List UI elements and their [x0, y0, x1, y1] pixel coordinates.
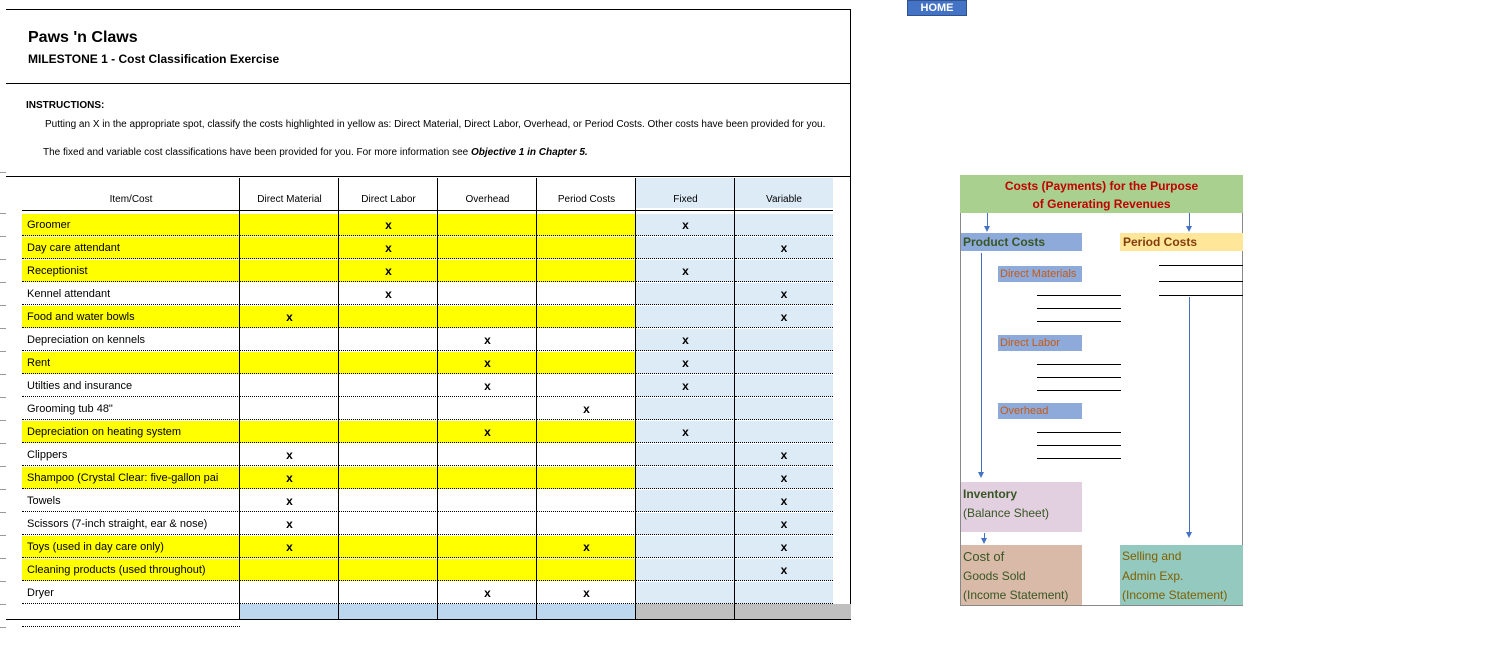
table-cell-variable[interactable]: x: [735, 237, 833, 259]
table-row-item[interactable]: Receptionist: [22, 260, 240, 282]
table-row-item[interactable]: Toys (used in day care only): [22, 536, 240, 558]
arrow-head: [984, 226, 990, 232]
table-row-item[interactable]: Rent: [22, 352, 240, 374]
table-cell-dm[interactable]: x: [240, 467, 339, 489]
table-cell-variable[interactable]: [735, 214, 833, 236]
table-cell-variable[interactable]: [735, 582, 833, 604]
table-row-item[interactable]: Day care attendant: [22, 237, 240, 259]
table-footer: [240, 604, 636, 619]
table-cell-oh[interactable]: x: [438, 582, 537, 604]
table-cell-variable[interactable]: x: [735, 490, 833, 512]
overhead-label: Overhead: [998, 403, 1082, 419]
table-cell-dl[interactable]: [339, 421, 438, 443]
table-cell-variable[interactable]: x: [735, 467, 833, 489]
table-cell-variable[interactable]: x: [735, 559, 833, 581]
chapter-reference: Objective 1 in Chapter 5.: [471, 147, 588, 158]
table-row-item[interactable]: Dryer: [22, 582, 240, 604]
instructions-text-2: [43, 147, 588, 158]
company-name: Paws 'n Claws: [28, 29, 138, 46]
table-row-item[interactable]: Kennel attendant: [22, 283, 240, 305]
table-cell-variable[interactable]: x: [735, 513, 833, 535]
cogs-line-3: (Income Statement): [963, 588, 1069, 602]
table-row-item[interactable]: Scissors (7-inch straight, ear & nose): [22, 513, 240, 535]
diagram-title-line-1: Costs (Payments) for the Purpose: [1004, 179, 1199, 193]
table-cell-dl[interactable]: [339, 582, 438, 604]
table-cell-dm[interactable]: x: [240, 536, 339, 558]
table-cell-fixed[interactable]: x: [636, 214, 735, 236]
arrow-head: [1186, 532, 1192, 538]
header-variable: Variable: [735, 178, 833, 208]
table-cell-fixed[interactable]: [636, 306, 735, 328]
table-cell-dm[interactable]: [240, 375, 339, 397]
arrow-head: [1186, 226, 1192, 232]
instructions-heading: INSTRUCTIONS:: [26, 100, 105, 111]
table-cell-oh[interactable]: [438, 283, 537, 305]
period-costs-label: Period Costs: [1120, 233, 1243, 251]
table-cell-variable[interactable]: [735, 375, 833, 397]
table-row-item[interactable]: Clippers: [22, 444, 240, 466]
table-cell-oh[interactable]: [438, 306, 537, 328]
milestone-title: MILESTONE 1 - Cost Classification Exercise: [28, 52, 280, 66]
header-rule: [22, 210, 833, 211]
table-cell-oh[interactable]: x: [438, 375, 537, 397]
table-row-item[interactable]: Utilties and insurance: [22, 375, 240, 397]
table-cell-variable[interactable]: [735, 329, 833, 351]
table-cell-fixed[interactable]: [636, 398, 735, 420]
table-cell-oh[interactable]: [438, 536, 537, 558]
table-cell-dm[interactable]: x: [240, 306, 339, 328]
table-cell-dm[interactable]: [240, 421, 339, 443]
table-cell-oh[interactable]: [438, 490, 537, 512]
table-cell-dm[interactable]: [240, 214, 339, 236]
table-cell-fixed[interactable]: x: [636, 375, 735, 397]
table-cell-fixed[interactable]: x: [636, 260, 735, 282]
table-cell-fixed[interactable]: [636, 536, 735, 558]
table-cell-dl[interactable]: [339, 444, 438, 466]
table-cell-oh[interactable]: x: [438, 352, 537, 374]
sga-line-2: Admin Exp.: [1122, 568, 1184, 583]
table-row-item[interactable]: Depreciation on kennels: [22, 329, 240, 351]
header-overhead: Overhead: [465, 194, 510, 205]
table-cell-oh[interactable]: x: [438, 329, 537, 351]
table-footer: [636, 604, 851, 619]
column-divider: [635, 178, 636, 620]
table-cell-dm[interactable]: [240, 398, 339, 420]
inventory-label: Inventory: [963, 487, 1018, 501]
arrow-head: [978, 472, 984, 478]
table-cell-pc[interactable]: [537, 421, 636, 443]
table-row-item[interactable]: Grooming tub 48": [22, 398, 240, 420]
table-cell-variable[interactable]: x: [735, 283, 833, 305]
table-cell-oh[interactable]: [438, 398, 537, 420]
header-item-cost: Item/Cost: [109, 194, 153, 205]
table-cell-pc[interactable]: [537, 375, 636, 397]
header-fixed: Fixed: [636, 178, 735, 208]
table-cell-fixed[interactable]: [636, 513, 735, 535]
table-cell-dl[interactable]: x: [339, 214, 438, 236]
table-cell-fixed[interactable]: x: [636, 421, 735, 443]
table-cell-fixed[interactable]: x: [636, 352, 735, 374]
table-cell-oh[interactable]: x: [438, 421, 537, 443]
table-cell-fixed[interactable]: [636, 467, 735, 489]
table-cell-variable[interactable]: [735, 352, 833, 374]
sga-line-1: Selling and: [1122, 549, 1182, 563]
table-row-item[interactable]: Towels: [22, 490, 240, 512]
table-cell-variable[interactable]: x: [735, 536, 833, 558]
table-cell-oh[interactable]: [438, 513, 537, 535]
table-cell-pc[interactable]: [537, 490, 636, 512]
table-cell-oh[interactable]: [438, 237, 537, 259]
table-cell-dl[interactable]: [339, 536, 438, 558]
cogs-line-1: Cost of: [963, 549, 1005, 564]
instructions-text-2-prefix: The fixed and variable cost classifications have been provided for you. For more information see: [43, 147, 471, 158]
table-cell-dl[interactable]: [339, 490, 438, 512]
table-cell-oh[interactable]: [438, 260, 537, 282]
header-period-costs: Period Costs: [557, 194, 616, 205]
table-cell-dl[interactable]: x: [339, 237, 438, 259]
sga-line-3: (Income Statement): [1122, 588, 1228, 602]
cogs-line-2: Goods Sold: [963, 568, 1026, 583]
inventory-sublabel: (Balance Sheet): [963, 506, 1050, 520]
column-divider: [536, 178, 537, 620]
column-divider: [734, 178, 735, 620]
arrow: [1189, 213, 1190, 227]
table-cell-pc[interactable]: [537, 214, 636, 236]
cogs-box: [961, 545, 1082, 605]
arrow: [987, 213, 988, 227]
selling-admin-box: [1120, 545, 1243, 605]
table-cell-oh[interactable]: [438, 214, 537, 236]
arrow-head: [981, 538, 987, 544]
table-cell-pc[interactable]: [537, 329, 636, 351]
table-row-item[interactable]: Cleaning products (used throughout): [22, 559, 240, 581]
table-cell-fixed[interactable]: [636, 444, 735, 466]
divider: [6, 83, 851, 84]
header-direct-material: Direct Material: [257, 194, 322, 205]
table-cell-dl[interactable]: x: [339, 260, 438, 282]
table-cell-dl[interactable]: [339, 306, 438, 328]
diagram-title-line-2: of Generating Revenues: [1032, 197, 1171, 211]
table-cell-fixed[interactable]: x: [636, 329, 735, 351]
column-divider: [437, 178, 438, 620]
table-cell-pc[interactable]: [537, 513, 636, 535]
table-cell-dl[interactable]: [339, 467, 438, 489]
table-cell-pc[interactable]: [537, 283, 636, 305]
table-cell-pc[interactable]: [537, 444, 636, 466]
table-cell-dl[interactable]: x: [339, 283, 438, 305]
table-cell-dl[interactable]: [339, 329, 438, 351]
table-cell-variable[interactable]: x: [735, 306, 833, 328]
arrow: [1189, 297, 1190, 533]
table-cell-dm[interactable]: x: [240, 513, 339, 535]
table-cell-dl[interactable]: [339, 352, 438, 374]
table-cell-dl[interactable]: [339, 559, 438, 581]
table-row-empty[interactable]: [22, 605, 240, 627]
diagram-title: [960, 175, 1243, 213]
table-cell-oh[interactable]: [438, 559, 537, 581]
table-cell-variable[interactable]: [735, 421, 833, 443]
table-cell-dm[interactable]: [240, 352, 339, 374]
table-cell-fixed[interactable]: [636, 490, 735, 512]
table-cell-fixed[interactable]: [636, 559, 735, 581]
table-cell-dm[interactable]: [240, 582, 339, 604]
table-cell-oh[interactable]: [438, 467, 537, 489]
home-button[interactable]: HOME: [907, 0, 967, 16]
table-cell-variable[interactable]: x: [735, 444, 833, 466]
table-cell-pc[interactable]: x: [537, 582, 636, 604]
table-cell-dm[interactable]: x: [240, 490, 339, 512]
table-cell-pc[interactable]: [537, 467, 636, 489]
table-cell-pc[interactable]: [537, 260, 636, 282]
table-row-item[interactable]: Groomer: [22, 214, 240, 236]
table-cell-pc[interactable]: x: [537, 398, 636, 420]
table-cell-oh[interactable]: [438, 444, 537, 466]
inventory-box: [961, 482, 1082, 532]
table-cell-fixed[interactable]: [636, 237, 735, 259]
table-cell-dm[interactable]: [240, 283, 339, 305]
table-cell-fixed[interactable]: [636, 283, 735, 305]
table-cell-pc[interactable]: [537, 559, 636, 581]
table-row-item[interactable]: Depreciation on heating system: [22, 421, 240, 443]
column-divider: [338, 178, 339, 620]
table-cell-dl[interactable]: [339, 513, 438, 535]
table-row-item[interactable]: Food and water bowls: [22, 306, 240, 328]
table-cell-fixed[interactable]: [636, 582, 735, 604]
table-cell-dm[interactable]: [240, 260, 339, 282]
product-costs-label: Product Costs: [961, 233, 1082, 251]
table-cell-dl[interactable]: [339, 398, 438, 420]
table-cell-pc[interactable]: [537, 306, 636, 328]
table-cell-dm[interactable]: [240, 329, 339, 351]
table-cell-dm[interactable]: [240, 237, 339, 259]
table-cell-variable[interactable]: [735, 260, 833, 282]
table-cell-pc[interactable]: x: [537, 536, 636, 558]
table-cell-pc[interactable]: [537, 237, 636, 259]
divider: [6, 176, 851, 177]
arrow: [981, 253, 982, 473]
column-divider: [239, 178, 240, 620]
direct-materials-label: Direct Materials: [998, 266, 1082, 282]
table-cell-dl[interactable]: [339, 375, 438, 397]
table-row-item[interactable]: Shampoo (Crystal Clear: five-gallon pai: [22, 467, 240, 489]
table-cell-variable[interactable]: [735, 398, 833, 420]
header-direct-labor: Direct Labor: [361, 194, 416, 205]
instructions-text-1: Putting an X in the appropriate spot, classify the costs highlighted in yellow as: Direct Material, Direct Labor, Overhead, or Period Costs. Other costs have been provided for you.: [45, 119, 826, 130]
table-cell-dm[interactable]: [240, 559, 339, 581]
direct-labor-label: Direct Labor: [998, 335, 1082, 351]
table-cell-pc[interactable]: [537, 352, 636, 374]
table-cell-dm[interactable]: x: [240, 444, 339, 466]
